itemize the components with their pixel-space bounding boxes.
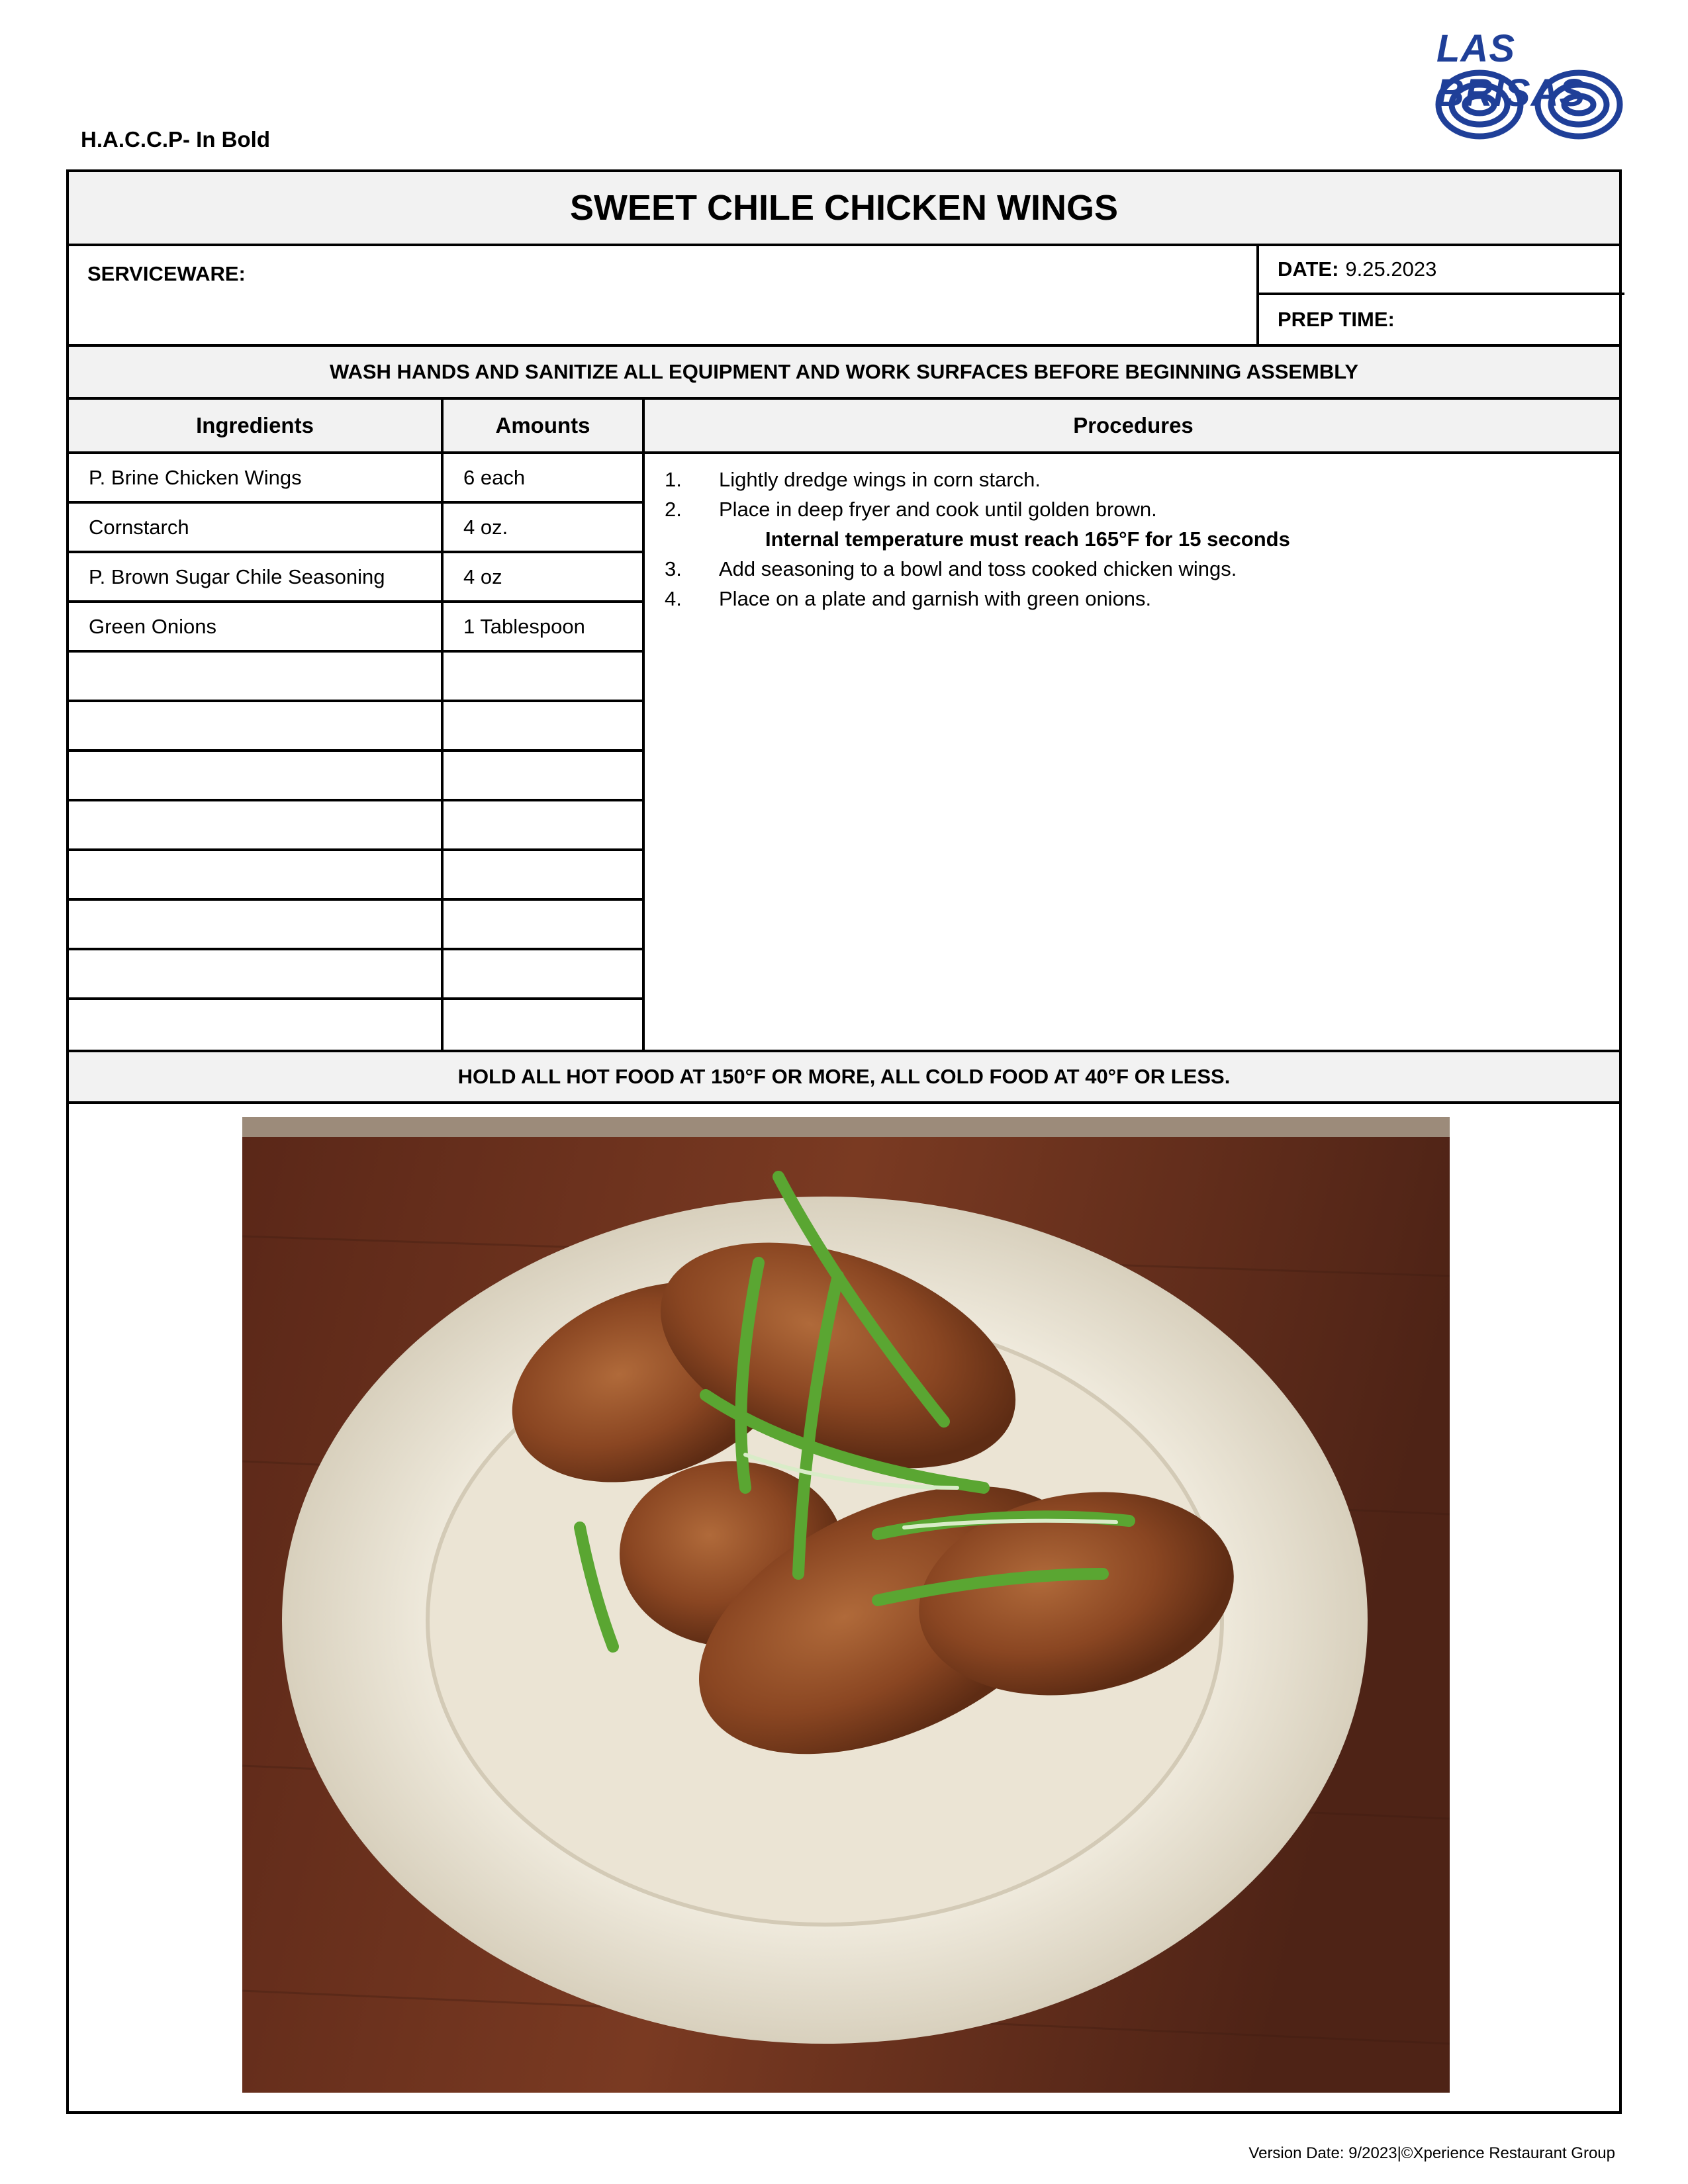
procedures-header: Procedures xyxy=(1073,413,1194,437)
ingredient-amount xyxy=(444,901,645,948)
date-cell xyxy=(1259,246,1624,295)
table-row xyxy=(69,504,645,553)
date-label: DATE: xyxy=(1278,257,1339,281)
hold-notice: HOLD ALL HOT FOOD AT 150°F OR MORE, ALL COLD FOOD AT 40°F OR LESS. xyxy=(69,1052,1619,1104)
ingredient-name: Green Onions xyxy=(69,603,444,650)
version-footer: Version Date: 9/2023|©Xperience Restaurant Group xyxy=(1248,2144,1615,2162)
ingredient-name xyxy=(69,1000,444,1050)
ingredient-name: P. Brown Sugar Chile Seasoning xyxy=(69,553,444,600)
ingredient-name xyxy=(69,752,444,799)
table-row xyxy=(69,752,645,801)
procedures-list xyxy=(665,465,1605,614)
list-item xyxy=(665,494,1605,524)
wave-logo-icon xyxy=(1430,66,1628,142)
ingredient-name xyxy=(69,851,444,898)
wash-notice: WASH HANDS AND SANITIZE ALL EQUIPMENT AND WORK SURFACES BEFORE BEGINNING ASSEMBLY xyxy=(69,347,1619,400)
ingredient-amount xyxy=(444,1000,645,1050)
list-item xyxy=(665,584,1605,614)
ingredient-amount: 1 Tablespoon xyxy=(444,603,645,650)
table-row xyxy=(69,901,645,950)
ingredient-amount xyxy=(444,653,645,700)
step-number: 1. xyxy=(665,468,682,491)
step-text: Lightly dredge wings in corn starch. xyxy=(719,468,1041,491)
table-row xyxy=(69,603,645,653)
serviceware-row xyxy=(69,246,1619,347)
list-item xyxy=(665,465,1605,494)
ingredient-amount xyxy=(444,851,645,898)
haccp-note: H.A.C.C.P- In Bold xyxy=(81,127,270,152)
column-headers xyxy=(69,400,1619,454)
ingredient-amount: 6 each xyxy=(444,454,645,501)
ingredient-amount: 4 oz. xyxy=(444,504,645,551)
ingredient-amount xyxy=(444,950,645,997)
ingredients-table xyxy=(69,454,645,1050)
ingredient-name: P. Brine Chicken Wings xyxy=(69,454,444,501)
step-number: 4. xyxy=(665,587,682,610)
ingredients-header: Ingredients xyxy=(69,400,444,451)
las-brisas-logo xyxy=(1430,26,1628,142)
step-number: 2. xyxy=(665,498,682,521)
table-row xyxy=(69,702,645,752)
step-text: Add seasoning to a bowl and toss cooked chicken wings. xyxy=(719,557,1237,580)
date-value: 9.25.2023 xyxy=(1345,257,1437,281)
list-item xyxy=(665,554,1605,584)
ingredient-name xyxy=(69,950,444,997)
logo-text: LAS BRISAS xyxy=(1436,27,1586,114)
serviceware-label: SERVICEWARE: xyxy=(87,262,246,285)
recipe-card xyxy=(66,169,1622,2114)
recipe-title: SWEET CHILE CHICKEN WINGS xyxy=(69,172,1619,246)
table-row xyxy=(69,553,645,603)
ingredient-name: Cornstarch xyxy=(69,504,444,551)
table-row xyxy=(69,454,645,504)
ingredient-name xyxy=(69,901,444,948)
prep-time-label: PREP TIME: xyxy=(1278,308,1395,331)
step-text: Place in deep fryer and cook until golden brown. xyxy=(719,498,1157,521)
ingredient-name xyxy=(69,801,444,848)
recipe-body xyxy=(69,454,1619,1052)
date-prep-block xyxy=(1256,246,1624,344)
ingredient-name xyxy=(69,653,444,700)
haccp-critical-note: Internal temperature must reach 165°F for 15 seconds xyxy=(765,527,1290,551)
table-row xyxy=(69,801,645,851)
table-row xyxy=(69,1000,645,1050)
table-row xyxy=(69,950,645,1000)
ingredient-amount: 4 oz xyxy=(444,553,645,600)
table-row xyxy=(69,653,645,702)
ingredient-amount xyxy=(444,801,645,848)
ingredient-amount xyxy=(444,752,645,799)
ingredient-amount xyxy=(444,702,645,749)
amounts-header: Amounts xyxy=(444,400,645,451)
dish-photo xyxy=(242,1117,1450,2093)
table-row xyxy=(69,851,645,901)
step-text: Place on a plate and garnish with green onions. xyxy=(719,587,1152,610)
step-number: 3. xyxy=(665,557,682,580)
ingredient-name xyxy=(69,702,444,749)
